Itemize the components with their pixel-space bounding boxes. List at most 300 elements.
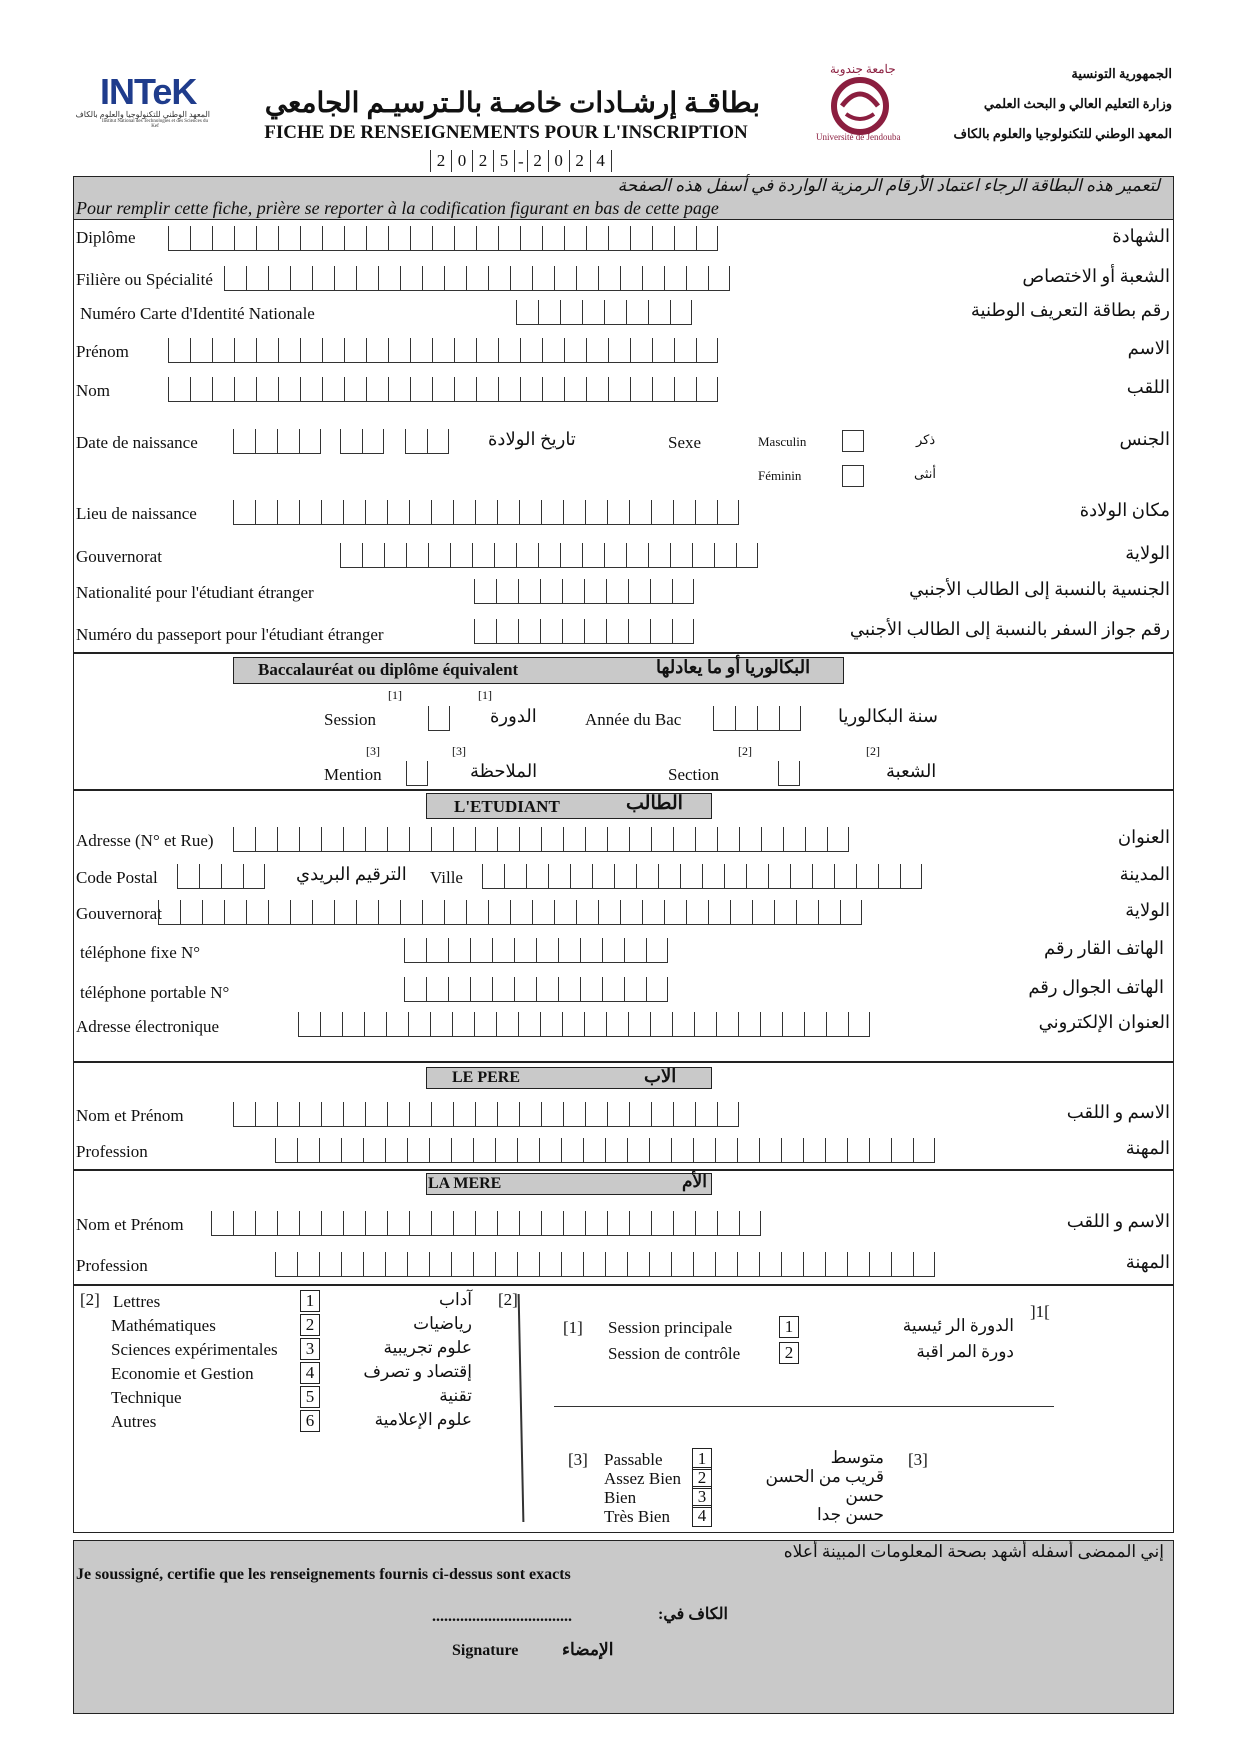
char-box[interactable] bbox=[409, 1102, 431, 1126]
char-box[interactable] bbox=[554, 900, 576, 924]
char-box[interactable] bbox=[541, 827, 563, 851]
char-box[interactable] bbox=[497, 827, 519, 851]
char-box[interactable] bbox=[608, 226, 630, 250]
char-box[interactable] bbox=[584, 619, 606, 643]
char-box[interactable] bbox=[607, 500, 629, 524]
char-box[interactable] bbox=[428, 706, 450, 730]
char-box[interactable] bbox=[384, 543, 406, 567]
char-box[interactable] bbox=[564, 377, 586, 401]
char-box[interactable] bbox=[385, 1252, 407, 1276]
char-box[interactable] bbox=[498, 226, 520, 250]
char-box[interactable] bbox=[628, 1012, 650, 1036]
char-box[interactable] bbox=[604, 300, 626, 324]
char-box[interactable] bbox=[584, 579, 606, 603]
char-box[interactable] bbox=[255, 500, 277, 524]
char-box[interactable] bbox=[312, 900, 334, 924]
char-box[interactable] bbox=[422, 900, 444, 924]
char-box[interactable] bbox=[356, 900, 378, 924]
char-box[interactable] bbox=[582, 543, 604, 567]
char-box[interactable] bbox=[514, 938, 536, 962]
char-box[interactable] bbox=[583, 1252, 605, 1276]
char-box[interactable] bbox=[520, 338, 542, 362]
char-box[interactable] bbox=[673, 500, 695, 524]
char-box[interactable] bbox=[422, 266, 444, 290]
char-box[interactable] bbox=[300, 338, 322, 362]
char-box[interactable] bbox=[607, 1102, 629, 1126]
char-box[interactable] bbox=[495, 1138, 517, 1162]
char-box[interactable] bbox=[365, 827, 387, 851]
char-box[interactable] bbox=[715, 1138, 737, 1162]
char-box[interactable] bbox=[672, 1012, 694, 1036]
char-box[interactable] bbox=[652, 377, 674, 401]
diploma-input[interactable] bbox=[168, 226, 718, 251]
char-box[interactable] bbox=[234, 226, 256, 250]
char-box[interactable] bbox=[664, 900, 686, 924]
char-box[interactable] bbox=[620, 900, 642, 924]
char-box[interactable] bbox=[671, 1252, 693, 1276]
char-box[interactable] bbox=[211, 1211, 233, 1235]
char-box[interactable] bbox=[277, 1102, 299, 1126]
char-box[interactable] bbox=[300, 226, 322, 250]
char-box[interactable] bbox=[642, 266, 664, 290]
char-box[interactable] bbox=[562, 1012, 584, 1036]
char-box[interactable] bbox=[563, 827, 585, 851]
male-checkbox[interactable] bbox=[842, 430, 864, 452]
char-box[interactable] bbox=[576, 900, 598, 924]
char-box[interactable] bbox=[518, 579, 540, 603]
char-box[interactable] bbox=[190, 226, 212, 250]
char-box[interactable] bbox=[388, 338, 410, 362]
char-box[interactable] bbox=[735, 706, 757, 730]
char-box[interactable] bbox=[812, 864, 834, 888]
char-box[interactable] bbox=[343, 1102, 365, 1126]
char-box[interactable] bbox=[592, 864, 614, 888]
char-box[interactable] bbox=[586, 377, 608, 401]
birthdate-year-input[interactable] bbox=[233, 429, 321, 454]
char-box[interactable] bbox=[299, 429, 321, 453]
char-box[interactable] bbox=[847, 1138, 869, 1162]
char-box[interactable] bbox=[796, 900, 818, 924]
char-box[interactable] bbox=[646, 977, 668, 1001]
char-box[interactable] bbox=[476, 338, 498, 362]
char-box[interactable] bbox=[840, 900, 862, 924]
char-box[interactable] bbox=[290, 266, 312, 290]
char-box[interactable] bbox=[759, 1138, 781, 1162]
char-box[interactable] bbox=[406, 543, 428, 567]
char-box[interactable] bbox=[516, 300, 538, 324]
char-box[interactable] bbox=[431, 1102, 453, 1126]
char-box[interactable] bbox=[488, 266, 510, 290]
char-box[interactable] bbox=[256, 226, 278, 250]
char-box[interactable] bbox=[299, 1102, 321, 1126]
char-box[interactable] bbox=[630, 377, 652, 401]
char-box[interactable] bbox=[627, 1252, 649, 1276]
mobile-input[interactable] bbox=[404, 977, 668, 1002]
char-box[interactable] bbox=[651, 827, 673, 851]
char-box[interactable] bbox=[278, 377, 300, 401]
char-box[interactable] bbox=[538, 543, 560, 567]
session-input[interactable] bbox=[428, 706, 450, 731]
char-box[interactable] bbox=[466, 266, 488, 290]
char-box[interactable] bbox=[454, 226, 476, 250]
char-box[interactable] bbox=[561, 1252, 583, 1276]
char-box[interactable] bbox=[626, 300, 648, 324]
char-box[interactable] bbox=[607, 1211, 629, 1235]
char-box[interactable] bbox=[695, 1211, 717, 1235]
char-box[interactable] bbox=[614, 864, 636, 888]
char-box[interactable] bbox=[563, 1211, 585, 1235]
char-box[interactable] bbox=[510, 266, 532, 290]
char-box[interactable] bbox=[256, 338, 278, 362]
char-box[interactable] bbox=[602, 977, 624, 1001]
char-box[interactable] bbox=[649, 1252, 671, 1276]
char-box[interactable] bbox=[475, 500, 497, 524]
char-box[interactable] bbox=[319, 1138, 341, 1162]
char-box[interactable] bbox=[474, 1012, 496, 1036]
char-box[interactable] bbox=[298, 1012, 320, 1036]
char-box[interactable] bbox=[730, 900, 752, 924]
char-box[interactable] bbox=[517, 1138, 539, 1162]
char-box[interactable] bbox=[454, 338, 476, 362]
char-box[interactable] bbox=[708, 900, 730, 924]
char-box[interactable] bbox=[680, 864, 702, 888]
char-box[interactable] bbox=[362, 543, 384, 567]
passport-input[interactable] bbox=[474, 619, 694, 644]
char-box[interactable] bbox=[430, 1012, 452, 1036]
char-box[interactable] bbox=[476, 226, 498, 250]
char-box[interactable] bbox=[598, 266, 620, 290]
char-box[interactable] bbox=[510, 900, 532, 924]
char-box[interactable] bbox=[646, 938, 668, 962]
char-box[interactable] bbox=[805, 827, 827, 851]
char-box[interactable] bbox=[702, 864, 724, 888]
char-box[interactable] bbox=[427, 429, 449, 453]
char-box[interactable] bbox=[408, 1012, 430, 1036]
char-box[interactable] bbox=[626, 543, 648, 567]
char-box[interactable] bbox=[752, 900, 774, 924]
char-box[interactable] bbox=[624, 938, 646, 962]
nationality-input[interactable] bbox=[474, 579, 694, 604]
char-box[interactable] bbox=[224, 266, 246, 290]
char-box[interactable] bbox=[224, 900, 246, 924]
char-box[interactable] bbox=[542, 338, 564, 362]
char-box[interactable] bbox=[366, 338, 388, 362]
char-box[interactable] bbox=[686, 900, 708, 924]
char-box[interactable] bbox=[630, 338, 652, 362]
char-box[interactable] bbox=[278, 226, 300, 250]
char-box[interactable] bbox=[570, 864, 592, 888]
firstname-input[interactable] bbox=[168, 338, 718, 363]
char-box[interactable] bbox=[387, 1102, 409, 1126]
char-box[interactable] bbox=[696, 377, 718, 401]
female-checkbox[interactable] bbox=[842, 465, 864, 487]
char-box[interactable] bbox=[202, 900, 224, 924]
char-box[interactable] bbox=[717, 1102, 739, 1126]
char-box[interactable] bbox=[344, 338, 366, 362]
char-box[interactable] bbox=[454, 377, 476, 401]
char-box[interactable] bbox=[431, 827, 453, 851]
char-box[interactable] bbox=[322, 338, 344, 362]
char-box[interactable] bbox=[585, 1211, 607, 1235]
char-box[interactable] bbox=[322, 377, 344, 401]
char-box[interactable] bbox=[826, 1012, 848, 1036]
char-box[interactable] bbox=[536, 938, 558, 962]
char-box[interactable] bbox=[344, 377, 366, 401]
city-input[interactable] bbox=[482, 864, 922, 889]
char-box[interactable] bbox=[277, 827, 299, 851]
char-box[interactable] bbox=[738, 1012, 760, 1036]
char-box[interactable] bbox=[540, 619, 562, 643]
char-box[interactable] bbox=[496, 579, 518, 603]
cin-input[interactable] bbox=[516, 300, 692, 325]
char-box[interactable] bbox=[365, 500, 387, 524]
char-box[interactable] bbox=[426, 977, 448, 1001]
char-box[interactable] bbox=[564, 226, 586, 250]
char-box[interactable] bbox=[520, 226, 542, 250]
char-box[interactable] bbox=[713, 706, 735, 730]
char-box[interactable] bbox=[431, 500, 453, 524]
char-box[interactable] bbox=[652, 338, 674, 362]
postal-input[interactable] bbox=[177, 864, 265, 889]
char-box[interactable] bbox=[674, 377, 696, 401]
char-box[interactable] bbox=[190, 338, 212, 362]
char-box[interactable] bbox=[759, 1252, 781, 1276]
char-box[interactable] bbox=[562, 579, 584, 603]
char-box[interactable] bbox=[560, 543, 582, 567]
char-box[interactable] bbox=[514, 977, 536, 1001]
char-box[interactable] bbox=[451, 1138, 473, 1162]
char-box[interactable] bbox=[696, 226, 718, 250]
char-box[interactable] bbox=[366, 226, 388, 250]
char-box[interactable] bbox=[891, 1252, 913, 1276]
char-box[interactable] bbox=[607, 827, 629, 851]
char-box[interactable] bbox=[724, 864, 746, 888]
char-box[interactable] bbox=[256, 377, 278, 401]
char-box[interactable] bbox=[651, 1211, 673, 1235]
char-box[interactable] bbox=[746, 864, 768, 888]
char-box[interactable] bbox=[541, 500, 563, 524]
address-input[interactable] bbox=[233, 827, 849, 852]
char-box[interactable] bbox=[356, 266, 378, 290]
bac-year-input[interactable] bbox=[713, 706, 801, 731]
char-box[interactable] bbox=[651, 1102, 673, 1126]
char-box[interactable] bbox=[199, 864, 221, 888]
char-box[interactable] bbox=[277, 1211, 299, 1235]
char-box[interactable] bbox=[834, 864, 856, 888]
char-box[interactable] bbox=[519, 500, 541, 524]
char-box[interactable] bbox=[492, 938, 514, 962]
char-box[interactable] bbox=[649, 1138, 671, 1162]
char-box[interactable] bbox=[488, 900, 510, 924]
char-box[interactable] bbox=[739, 1211, 761, 1235]
char-box[interactable] bbox=[693, 1138, 715, 1162]
char-box[interactable] bbox=[452, 1012, 474, 1036]
char-box[interactable] bbox=[387, 1211, 409, 1235]
char-box[interactable] bbox=[495, 1252, 517, 1276]
char-box[interactable] bbox=[407, 1252, 429, 1276]
char-box[interactable] bbox=[737, 1252, 759, 1276]
char-box[interactable] bbox=[695, 827, 717, 851]
char-box[interactable] bbox=[341, 1252, 363, 1276]
char-box[interactable] bbox=[642, 900, 664, 924]
char-box[interactable] bbox=[629, 1211, 651, 1235]
char-box[interactable] bbox=[627, 1138, 649, 1162]
char-box[interactable] bbox=[344, 226, 366, 250]
char-box[interactable] bbox=[320, 1012, 342, 1036]
email-input[interactable] bbox=[298, 1012, 870, 1037]
char-box[interactable] bbox=[343, 500, 365, 524]
char-box[interactable] bbox=[409, 1211, 431, 1235]
char-box[interactable] bbox=[470, 977, 492, 1001]
char-box[interactable] bbox=[168, 226, 190, 250]
char-box[interactable] bbox=[518, 1012, 540, 1036]
char-box[interactable] bbox=[410, 226, 432, 250]
char-box[interactable] bbox=[366, 377, 388, 401]
char-box[interactable] bbox=[541, 1211, 563, 1235]
char-box[interactable] bbox=[343, 1211, 365, 1235]
char-box[interactable] bbox=[233, 429, 255, 453]
char-box[interactable] bbox=[168, 338, 190, 362]
char-box[interactable] bbox=[869, 1252, 891, 1276]
char-box[interactable] bbox=[432, 338, 454, 362]
char-box[interactable] bbox=[604, 543, 626, 567]
char-box[interactable] bbox=[180, 900, 202, 924]
char-box[interactable] bbox=[520, 377, 542, 401]
char-box[interactable] bbox=[498, 338, 520, 362]
char-box[interactable] bbox=[268, 266, 290, 290]
char-box[interactable] bbox=[275, 1252, 297, 1276]
char-box[interactable] bbox=[409, 500, 431, 524]
char-box[interactable] bbox=[246, 266, 268, 290]
char-box[interactable] bbox=[476, 377, 498, 401]
char-box[interactable] bbox=[869, 1138, 891, 1162]
char-box[interactable] bbox=[781, 1252, 803, 1276]
char-box[interactable] bbox=[540, 579, 562, 603]
char-box[interactable] bbox=[453, 500, 475, 524]
char-box[interactable] bbox=[233, 1211, 255, 1235]
char-box[interactable] bbox=[585, 827, 607, 851]
char-box[interactable] bbox=[334, 900, 356, 924]
char-box[interactable] bbox=[716, 1012, 738, 1036]
char-box[interactable] bbox=[630, 226, 652, 250]
char-box[interactable] bbox=[650, 619, 672, 643]
father-name-input[interactable] bbox=[233, 1102, 739, 1127]
char-box[interactable] bbox=[818, 900, 840, 924]
st-governorate-input[interactable] bbox=[158, 900, 862, 925]
char-box[interactable] bbox=[400, 900, 422, 924]
char-box[interactable] bbox=[300, 377, 322, 401]
char-box[interactable] bbox=[560, 300, 582, 324]
char-box[interactable] bbox=[474, 619, 496, 643]
char-box[interactable] bbox=[526, 864, 548, 888]
char-box[interactable] bbox=[519, 1102, 541, 1126]
char-box[interactable] bbox=[715, 1252, 737, 1276]
char-box[interactable] bbox=[761, 827, 783, 851]
char-box[interactable] bbox=[804, 1012, 826, 1036]
char-box[interactable] bbox=[856, 864, 878, 888]
char-box[interactable] bbox=[492, 977, 514, 1001]
char-box[interactable] bbox=[558, 938, 580, 962]
char-box[interactable] bbox=[404, 977, 426, 1001]
char-box[interactable] bbox=[624, 977, 646, 1001]
char-box[interactable] bbox=[693, 1252, 715, 1276]
char-box[interactable] bbox=[695, 500, 717, 524]
char-box[interactable] bbox=[803, 1252, 825, 1276]
char-box[interactable] bbox=[405, 429, 427, 453]
char-box[interactable] bbox=[586, 226, 608, 250]
char-box[interactable] bbox=[168, 377, 190, 401]
mother-job-input[interactable] bbox=[275, 1252, 935, 1277]
char-box[interactable] bbox=[768, 864, 790, 888]
char-box[interactable] bbox=[561, 1138, 583, 1162]
char-box[interactable] bbox=[670, 300, 692, 324]
char-box[interactable] bbox=[519, 827, 541, 851]
char-box[interactable] bbox=[674, 338, 696, 362]
char-box[interactable] bbox=[275, 1138, 297, 1162]
char-box[interactable] bbox=[400, 266, 422, 290]
char-box[interactable] bbox=[739, 827, 761, 851]
char-box[interactable] bbox=[255, 827, 277, 851]
char-box[interactable] bbox=[475, 1102, 497, 1126]
char-box[interactable] bbox=[606, 579, 628, 603]
char-box[interactable] bbox=[365, 1102, 387, 1126]
char-box[interactable] bbox=[498, 377, 520, 401]
char-box[interactable] bbox=[548, 864, 570, 888]
char-box[interactable] bbox=[453, 1211, 475, 1235]
char-box[interactable] bbox=[409, 827, 431, 851]
char-box[interactable] bbox=[496, 1012, 518, 1036]
char-box[interactable] bbox=[299, 1211, 321, 1235]
char-box[interactable] bbox=[737, 1138, 759, 1162]
char-box[interactable] bbox=[878, 864, 900, 888]
char-box[interactable] bbox=[290, 900, 312, 924]
char-box[interactable] bbox=[539, 1252, 561, 1276]
char-box[interactable] bbox=[494, 543, 516, 567]
char-box[interactable] bbox=[363, 1138, 385, 1162]
char-box[interactable] bbox=[760, 1012, 782, 1036]
char-box[interactable] bbox=[783, 827, 805, 851]
char-box[interactable] bbox=[774, 900, 796, 924]
char-box[interactable] bbox=[563, 1102, 585, 1126]
char-box[interactable] bbox=[620, 266, 642, 290]
char-box[interactable] bbox=[473, 1252, 495, 1276]
char-box[interactable] bbox=[517, 1252, 539, 1276]
char-box[interactable] bbox=[428, 543, 450, 567]
char-box[interactable] bbox=[585, 1102, 607, 1126]
char-box[interactable] bbox=[233, 1102, 255, 1126]
char-box[interactable] bbox=[586, 338, 608, 362]
char-box[interactable] bbox=[410, 377, 432, 401]
char-box[interactable] bbox=[827, 827, 849, 851]
char-box[interactable] bbox=[605, 1138, 627, 1162]
char-box[interactable] bbox=[429, 1252, 451, 1276]
char-box[interactable] bbox=[686, 266, 708, 290]
char-box[interactable] bbox=[714, 543, 736, 567]
char-box[interactable] bbox=[695, 1102, 717, 1126]
char-box[interactable] bbox=[444, 266, 466, 290]
char-box[interactable] bbox=[825, 1252, 847, 1276]
char-box[interactable] bbox=[387, 827, 409, 851]
char-box[interactable] bbox=[580, 938, 602, 962]
char-box[interactable] bbox=[608, 377, 630, 401]
char-box[interactable] bbox=[497, 1102, 519, 1126]
char-box[interactable] bbox=[803, 1138, 825, 1162]
char-box[interactable] bbox=[277, 429, 299, 453]
char-box[interactable] bbox=[605, 1252, 627, 1276]
char-box[interactable] bbox=[628, 579, 650, 603]
char-box[interactable] bbox=[432, 226, 454, 250]
char-box[interactable] bbox=[672, 579, 694, 603]
